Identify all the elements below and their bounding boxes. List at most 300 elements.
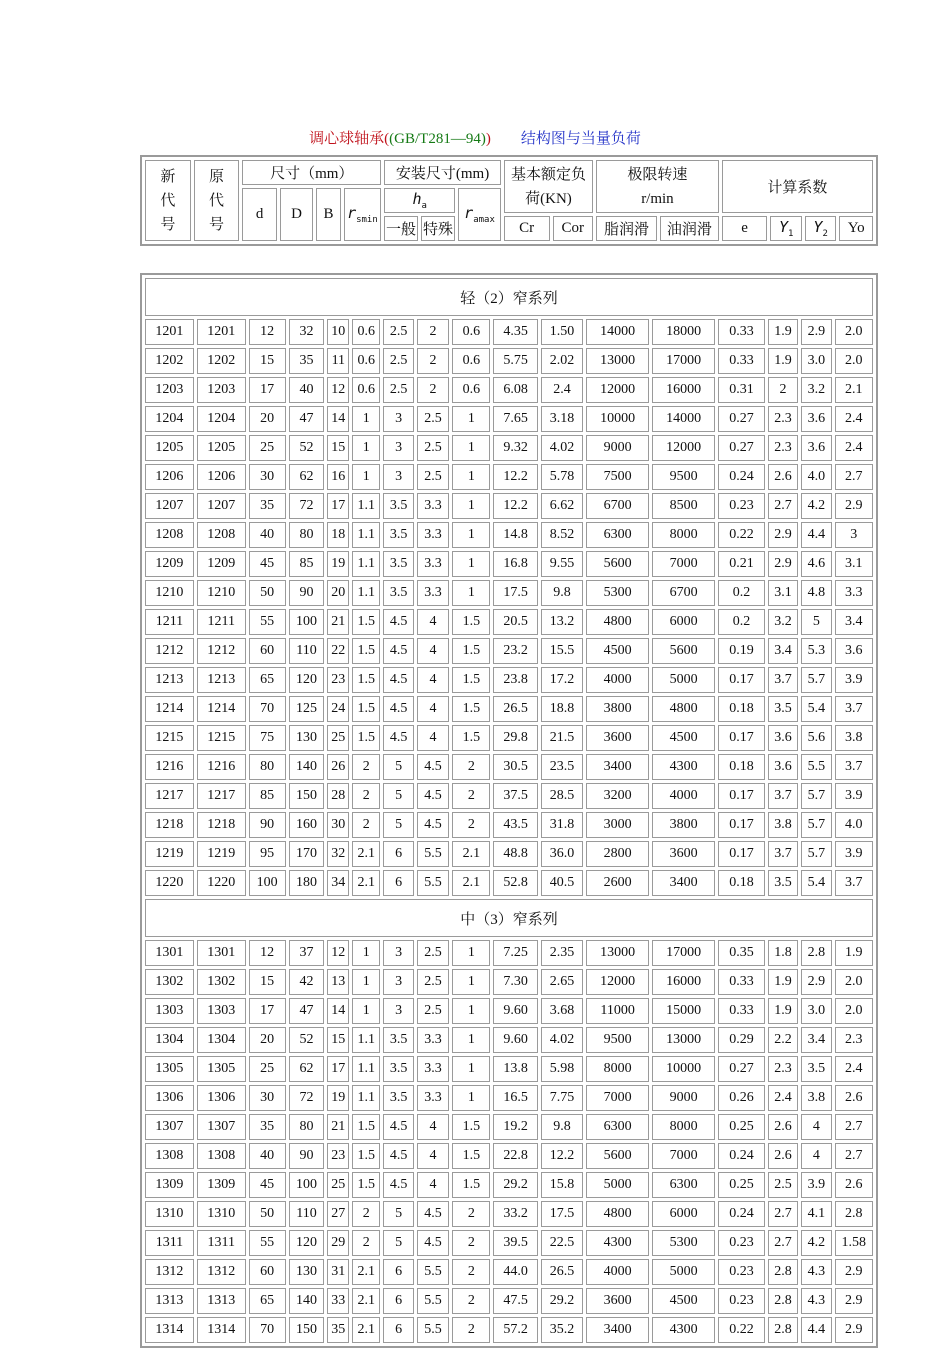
table-cell: 12 — [249, 319, 286, 345]
table-cell: 2.02 — [541, 348, 583, 374]
table-cell: 1 — [452, 969, 490, 995]
table-cell: 3.6 — [768, 754, 798, 780]
table-cell: 2.9 — [768, 522, 798, 548]
table-row — [145, 464, 873, 490]
table-cell: 2 — [417, 377, 450, 403]
table-cell: 13.2 — [541, 609, 583, 635]
table-cell: 0.18 — [718, 754, 765, 780]
header-general: 一般 — [384, 216, 417, 241]
table-cell: 4 — [417, 1172, 450, 1198]
table-cell: 1213 — [145, 667, 194, 693]
table-cell: 19 — [327, 551, 349, 577]
table-cell: 2.9 — [801, 969, 831, 995]
table-cell: 0.18 — [718, 696, 765, 722]
table-cell: 16.8 — [493, 551, 538, 577]
table-cell: 26 — [327, 754, 349, 780]
table-cell: 1203 — [145, 377, 194, 403]
table-cell: 9.32 — [493, 435, 538, 461]
table-cell: 28.5 — [541, 783, 583, 809]
table-row — [145, 406, 873, 432]
header-table — [140, 155, 878, 246]
table-cell: 1 — [452, 1056, 490, 1082]
table-cell: 23.2 — [493, 638, 538, 664]
table-cell: 1201 — [145, 319, 194, 345]
table-cell: 20.5 — [493, 609, 538, 635]
table-cell: 2.9 — [801, 319, 831, 345]
table-cell: 47.5 — [493, 1288, 538, 1314]
table-cell: 9.60 — [493, 1027, 538, 1053]
table-cell: 36.0 — [541, 841, 583, 867]
table-cell: 4500 — [652, 725, 715, 751]
table-cell: 5600 — [586, 551, 649, 577]
table-cell: 2 — [352, 1201, 380, 1227]
table-cell: 0.17 — [718, 783, 765, 809]
structure-link[interactable]: 结构图与当量负荷 — [520, 131, 641, 147]
table-cell: 1.5 — [452, 609, 490, 635]
table-cell: 2.5 — [768, 1172, 798, 1198]
table-cell: 3.5 — [383, 522, 413, 548]
table-cell: 2.0 — [835, 319, 873, 345]
table-cell: 9.8 — [541, 580, 583, 606]
table-cell: 1203 — [197, 377, 246, 403]
table-row — [145, 998, 873, 1024]
table-cell: 1 — [452, 998, 490, 1024]
table-cell: 85 — [289, 551, 325, 577]
table-cell: 3.4 — [801, 1027, 831, 1053]
table-cell: 23.5 — [541, 754, 583, 780]
header-y2: $Y_2$ — [805, 216, 836, 241]
table-cell: 2600 — [586, 870, 649, 896]
table-cell: 23 — [327, 667, 349, 693]
table-cell: 4500 — [652, 1288, 715, 1314]
table-row — [145, 1114, 873, 1140]
table-cell: 5.5 — [417, 841, 450, 867]
table-cell: 1313 — [197, 1288, 246, 1314]
table-cell: 32 — [289, 319, 325, 345]
table-cell: 3.68 — [541, 998, 583, 1024]
table-cell: 2.0 — [835, 348, 873, 374]
header-y1: $Y_1$ — [770, 216, 801, 241]
table-cell: 25 — [327, 725, 349, 751]
table-row — [145, 754, 873, 780]
table-cell: 1.1 — [352, 1085, 380, 1111]
table-cell: 2.35 — [541, 940, 583, 966]
table-cell: 9500 — [652, 464, 715, 490]
table-cell: 40 — [249, 1143, 286, 1169]
table-cell: 0.33 — [718, 319, 765, 345]
table-cell: 6300 — [652, 1172, 715, 1198]
table-cell: 6 — [383, 1317, 413, 1343]
table-cell: 22 — [327, 638, 349, 664]
table-cell: 1.5 — [352, 667, 380, 693]
table-cell: 31.8 — [541, 812, 583, 838]
table-cell: 1314 — [197, 1317, 246, 1343]
table-cell: 2.5 — [383, 319, 413, 345]
table-cell: 10000 — [652, 1056, 715, 1082]
table-cell: 4.2 — [801, 1230, 831, 1256]
table-cell: 2 — [452, 1259, 490, 1285]
header-h-a: $h_a$ — [384, 188, 455, 213]
table-cell: 1311 — [197, 1230, 246, 1256]
table-cell: 3 — [383, 940, 413, 966]
table-row — [145, 1172, 873, 1198]
table-cell: 72 — [289, 493, 325, 519]
table-cell: 2 — [417, 319, 450, 345]
table-cell: 17.5 — [493, 580, 538, 606]
table-cell: 2.5 — [383, 377, 413, 403]
table-row — [145, 812, 873, 838]
table-cell: 35 — [249, 493, 286, 519]
table-cell: 180 — [289, 870, 325, 896]
table-cell: 25 — [327, 1172, 349, 1198]
table-cell: 17.5 — [541, 1201, 583, 1227]
table-cell: 8000 — [652, 1114, 715, 1140]
table-cell: 6 — [383, 1259, 413, 1285]
table-cell: 3 — [835, 522, 873, 548]
table-row — [145, 435, 873, 461]
table-cell: 7.30 — [493, 969, 538, 995]
header-cr: Cr — [504, 216, 550, 241]
table-cell: 1.1 — [352, 522, 380, 548]
table-cell: 1 — [352, 998, 380, 1024]
table-cell: 4.5 — [383, 667, 413, 693]
section-header-row — [145, 278, 873, 316]
table-cell: 1202 — [197, 348, 246, 374]
table-cell: 1.5 — [452, 696, 490, 722]
table-cell: 1.5 — [452, 1143, 490, 1169]
table-cell: 14.8 — [493, 522, 538, 548]
table-cell: 29 — [327, 1230, 349, 1256]
table-cell: 1.5 — [352, 638, 380, 664]
table-cell: 0.21 — [718, 551, 765, 577]
table-cell: 1207 — [145, 493, 194, 519]
table-cell: 1.5 — [352, 1143, 380, 1169]
table-cell: 3.4 — [835, 609, 873, 635]
table-cell: 3000 — [586, 812, 649, 838]
table-cell: 2.7 — [768, 1201, 798, 1227]
table-cell: 2.9 — [835, 1288, 873, 1314]
table-cell: 2 — [452, 1201, 490, 1227]
table-cell: 1 — [352, 969, 380, 995]
table-cell: 50 — [249, 1201, 286, 1227]
table-cell: 2.9 — [768, 551, 798, 577]
table-cell: 2 — [768, 377, 798, 403]
table-cell: 4.3 — [801, 1288, 831, 1314]
table-cell: 0.27 — [718, 435, 765, 461]
table-cell: 4 — [417, 638, 450, 664]
table-row — [145, 1085, 873, 1111]
table-cell: 65 — [249, 1288, 286, 1314]
table-cell: 44.0 — [493, 1259, 538, 1285]
table-cell: 1 — [452, 464, 490, 490]
table-cell: 1.5 — [352, 1172, 380, 1198]
table-cell: 100 — [289, 1172, 325, 1198]
table-cell: 0.25 — [718, 1172, 765, 1198]
table-cell: 3.6 — [801, 435, 831, 461]
table-cell: 110 — [289, 1201, 325, 1227]
table-cell: 2.1 — [452, 870, 490, 896]
table-cell: 23 — [327, 1143, 349, 1169]
table-cell: 3.7 — [768, 667, 798, 693]
table-cell: 2.1 — [352, 1288, 380, 1314]
table-cell: 30 — [327, 812, 349, 838]
table-row — [145, 1259, 873, 1285]
table-cell: 28 — [327, 783, 349, 809]
table-cell: 5.4 — [801, 696, 831, 722]
table-cell: 4.5 — [417, 783, 450, 809]
table-cell: 15.8 — [541, 1172, 583, 1198]
table-cell: 0.6 — [352, 377, 380, 403]
table-cell: 9.8 — [541, 1114, 583, 1140]
table-cell: 1210 — [145, 580, 194, 606]
table-cell: 2.0 — [835, 998, 873, 1024]
table-cell: 3.3 — [417, 580, 450, 606]
table-cell: 47 — [289, 406, 325, 432]
table-cell: 95 — [249, 841, 286, 867]
table-cell: 4.5 — [417, 1201, 450, 1227]
table-cell: 2.5 — [417, 998, 450, 1024]
table-cell: 1 — [452, 551, 490, 577]
table-cell: 1 — [452, 1027, 490, 1053]
table-cell: 0.31 — [718, 377, 765, 403]
table-row — [145, 667, 873, 693]
table-cell: 0.6 — [352, 319, 380, 345]
table-cell: 1307 — [145, 1114, 194, 1140]
table-cell: 1.9 — [768, 998, 798, 1024]
header-dimensions: 尺寸（mm） — [242, 160, 381, 185]
table-cell: 3800 — [652, 812, 715, 838]
table-cell: 2.8 — [801, 940, 831, 966]
header-mounting: 安装尺寸(mm) — [384, 160, 501, 185]
table-cell: 90 — [249, 812, 286, 838]
table-row — [145, 638, 873, 664]
table-cell: 120 — [289, 667, 325, 693]
table-cell: 35.2 — [541, 1317, 583, 1343]
table-cell: 0.33 — [718, 998, 765, 1024]
table-cell: 15 — [327, 435, 349, 461]
table-cell: 12000 — [652, 435, 715, 461]
table-cell: 3.5 — [383, 580, 413, 606]
table-cell: 2.1 — [352, 1259, 380, 1285]
table-cell: 2.1 — [835, 377, 873, 403]
table-cell: 1208 — [197, 522, 246, 548]
table-cell: 23.8 — [493, 667, 538, 693]
table-cell: 29.8 — [493, 725, 538, 751]
table-cell: 3 — [383, 435, 413, 461]
table-cell: 3.5 — [768, 696, 798, 722]
table-cell: 10000 — [586, 406, 649, 432]
table-cell: 1219 — [145, 841, 194, 867]
table-cell: 43.5 — [493, 812, 538, 838]
table-cell: 1310 — [145, 1201, 194, 1227]
table-cell: 4.5 — [383, 725, 413, 751]
table-cell: 12000 — [586, 969, 649, 995]
table-cell: 4.3 — [801, 1259, 831, 1285]
table-cell: 9.60 — [493, 998, 538, 1024]
table-cell: 4.5 — [383, 1172, 413, 1198]
table-row — [145, 783, 873, 809]
table-cell: 52.8 — [493, 870, 538, 896]
table-cell: 4.5 — [383, 1143, 413, 1169]
table-cell: 10 — [327, 319, 349, 345]
table-cell: 4800 — [652, 696, 715, 722]
table-cell: 125 — [289, 696, 325, 722]
table-cell: 0.23 — [718, 1230, 765, 1256]
table-cell: 1 — [352, 464, 380, 490]
table-cell: 5.5 — [417, 1259, 450, 1285]
table-cell: 5.5 — [801, 754, 831, 780]
table-cell: 1 — [452, 406, 490, 432]
table-cell: 3.0 — [801, 348, 831, 374]
table-cell: 12.2 — [493, 493, 538, 519]
table-cell: 2.9 — [835, 493, 873, 519]
table-cell: 4300 — [652, 754, 715, 780]
table-cell: 1.1 — [352, 493, 380, 519]
table-cell: 1305 — [145, 1056, 194, 1082]
table-cell: 11 — [327, 348, 349, 374]
table-cell: 1301 — [197, 940, 246, 966]
table-cell: 5.7 — [801, 812, 831, 838]
table-cell: 17.2 — [541, 667, 583, 693]
table-cell: 5 — [383, 754, 413, 780]
table-cell: 2.3 — [835, 1027, 873, 1053]
table-cell: 4000 — [586, 1259, 649, 1285]
table-cell: 1304 — [145, 1027, 194, 1053]
table-cell: 1201 — [197, 319, 246, 345]
table-cell: 5.7 — [801, 783, 831, 809]
header-d: d — [242, 188, 277, 241]
table-row — [145, 1317, 873, 1343]
table-cell: 3.9 — [835, 783, 873, 809]
table-cell: 0.29 — [718, 1027, 765, 1053]
table-cell: 16000 — [652, 377, 715, 403]
table-cell: 80 — [289, 522, 325, 548]
table-cell: 1.50 — [541, 319, 583, 345]
table-cell: 1308 — [145, 1143, 194, 1169]
header-D: D — [280, 188, 313, 241]
table-cell: 0.18 — [718, 870, 765, 896]
table-row — [145, 319, 873, 345]
table-row — [145, 1288, 873, 1314]
table-cell: 1204 — [145, 406, 194, 432]
table-cell: 1307 — [197, 1114, 246, 1140]
table-cell: 2.5 — [417, 940, 450, 966]
table-cell: 5000 — [652, 667, 715, 693]
table-cell: 1.5 — [452, 667, 490, 693]
table-cell: 5.5 — [417, 870, 450, 896]
table-cell: 3.3 — [417, 1056, 450, 1082]
table-cell: 2 — [417, 348, 450, 374]
header-r-smin: $r_{smin}$ — [344, 188, 382, 241]
table-cell: 1306 — [145, 1085, 194, 1111]
table-cell: 2.8 — [835, 1201, 873, 1227]
table-cell: 26.5 — [541, 1259, 583, 1285]
table-cell: 4.02 — [541, 1027, 583, 1053]
table-cell: 21 — [327, 1114, 349, 1140]
table-cell: 13000 — [652, 1027, 715, 1053]
table-cell: 0.19 — [718, 638, 765, 664]
table-cell: 4.5 — [383, 696, 413, 722]
table-cell: 14 — [327, 998, 349, 1024]
table-row — [145, 940, 873, 966]
table-cell: 55 — [249, 609, 286, 635]
header-new-code: 新代号 — [145, 160, 191, 241]
table-cell: 7.75 — [541, 1085, 583, 1111]
table-cell: 4 — [417, 667, 450, 693]
table-cell: 3.9 — [801, 1172, 831, 1198]
table-cell: 17 — [249, 377, 286, 403]
table-cell: 1219 — [197, 841, 246, 867]
header-e: e — [722, 216, 768, 241]
table-cell: 4.5 — [383, 1114, 413, 1140]
table-cell: 9.55 — [541, 551, 583, 577]
table-cell: 1202 — [145, 348, 194, 374]
table-cell: 0.24 — [718, 1201, 765, 1227]
table-cell: 2 — [452, 1288, 490, 1314]
table-cell: 4.35 — [493, 319, 538, 345]
table-cell: 1.5 — [452, 1114, 490, 1140]
table-cell: 4000 — [586, 667, 649, 693]
table-cell: 5.5 — [417, 1288, 450, 1314]
table-cell: 5.75 — [493, 348, 538, 374]
table-cell: 1213 — [197, 667, 246, 693]
table-cell: 5.7 — [801, 841, 831, 867]
table-cell: 9000 — [652, 1085, 715, 1111]
table-cell: 130 — [289, 725, 325, 751]
table-cell: 0.23 — [718, 493, 765, 519]
table-row — [145, 551, 873, 577]
table-cell: 33.2 — [493, 1201, 538, 1227]
table-cell: 1308 — [197, 1143, 246, 1169]
table-cell: 5.5 — [417, 1317, 450, 1343]
table-cell: 4.5 — [383, 609, 413, 635]
table-cell: 21.5 — [541, 725, 583, 751]
table-cell: 80 — [289, 1114, 325, 1140]
table-cell: 1207 — [197, 493, 246, 519]
table-cell: 4 — [417, 725, 450, 751]
table-cell: 3.3 — [835, 580, 873, 606]
table-cell: 0.24 — [718, 1143, 765, 1169]
table-cell: 130 — [289, 1259, 325, 1285]
table-cell: 2.65 — [541, 969, 583, 995]
table-cell: 17 — [327, 493, 349, 519]
table-cell: 3.2 — [801, 377, 831, 403]
table-cell: 3.9 — [835, 841, 873, 867]
table-cell: 0.2 — [718, 580, 765, 606]
table-cell: 1211 — [145, 609, 194, 635]
title-main: 调心球轴承( — [309, 131, 390, 147]
table-cell: 5.78 — [541, 464, 583, 490]
table-cell: 0.6 — [352, 348, 380, 374]
table-cell: 120 — [289, 1230, 325, 1256]
table-cell: 50 — [249, 580, 286, 606]
table-cell: 170 — [289, 841, 325, 867]
table-row — [145, 969, 873, 995]
table-cell: 31 — [327, 1259, 349, 1285]
table-cell: 1314 — [145, 1317, 194, 1343]
table-cell: 7000 — [652, 1143, 715, 1169]
table-cell: 2800 — [586, 841, 649, 867]
table-cell: 70 — [249, 1317, 286, 1343]
table-cell: 2.6 — [768, 464, 798, 490]
table-cell: 3400 — [586, 1317, 649, 1343]
table-cell: 3.2 — [768, 609, 798, 635]
table-cell: 1302 — [145, 969, 194, 995]
table-cell: 17000 — [652, 940, 715, 966]
table-cell: 40 — [249, 522, 286, 548]
table-cell: 12000 — [586, 377, 649, 403]
table-cell: 14 — [327, 406, 349, 432]
